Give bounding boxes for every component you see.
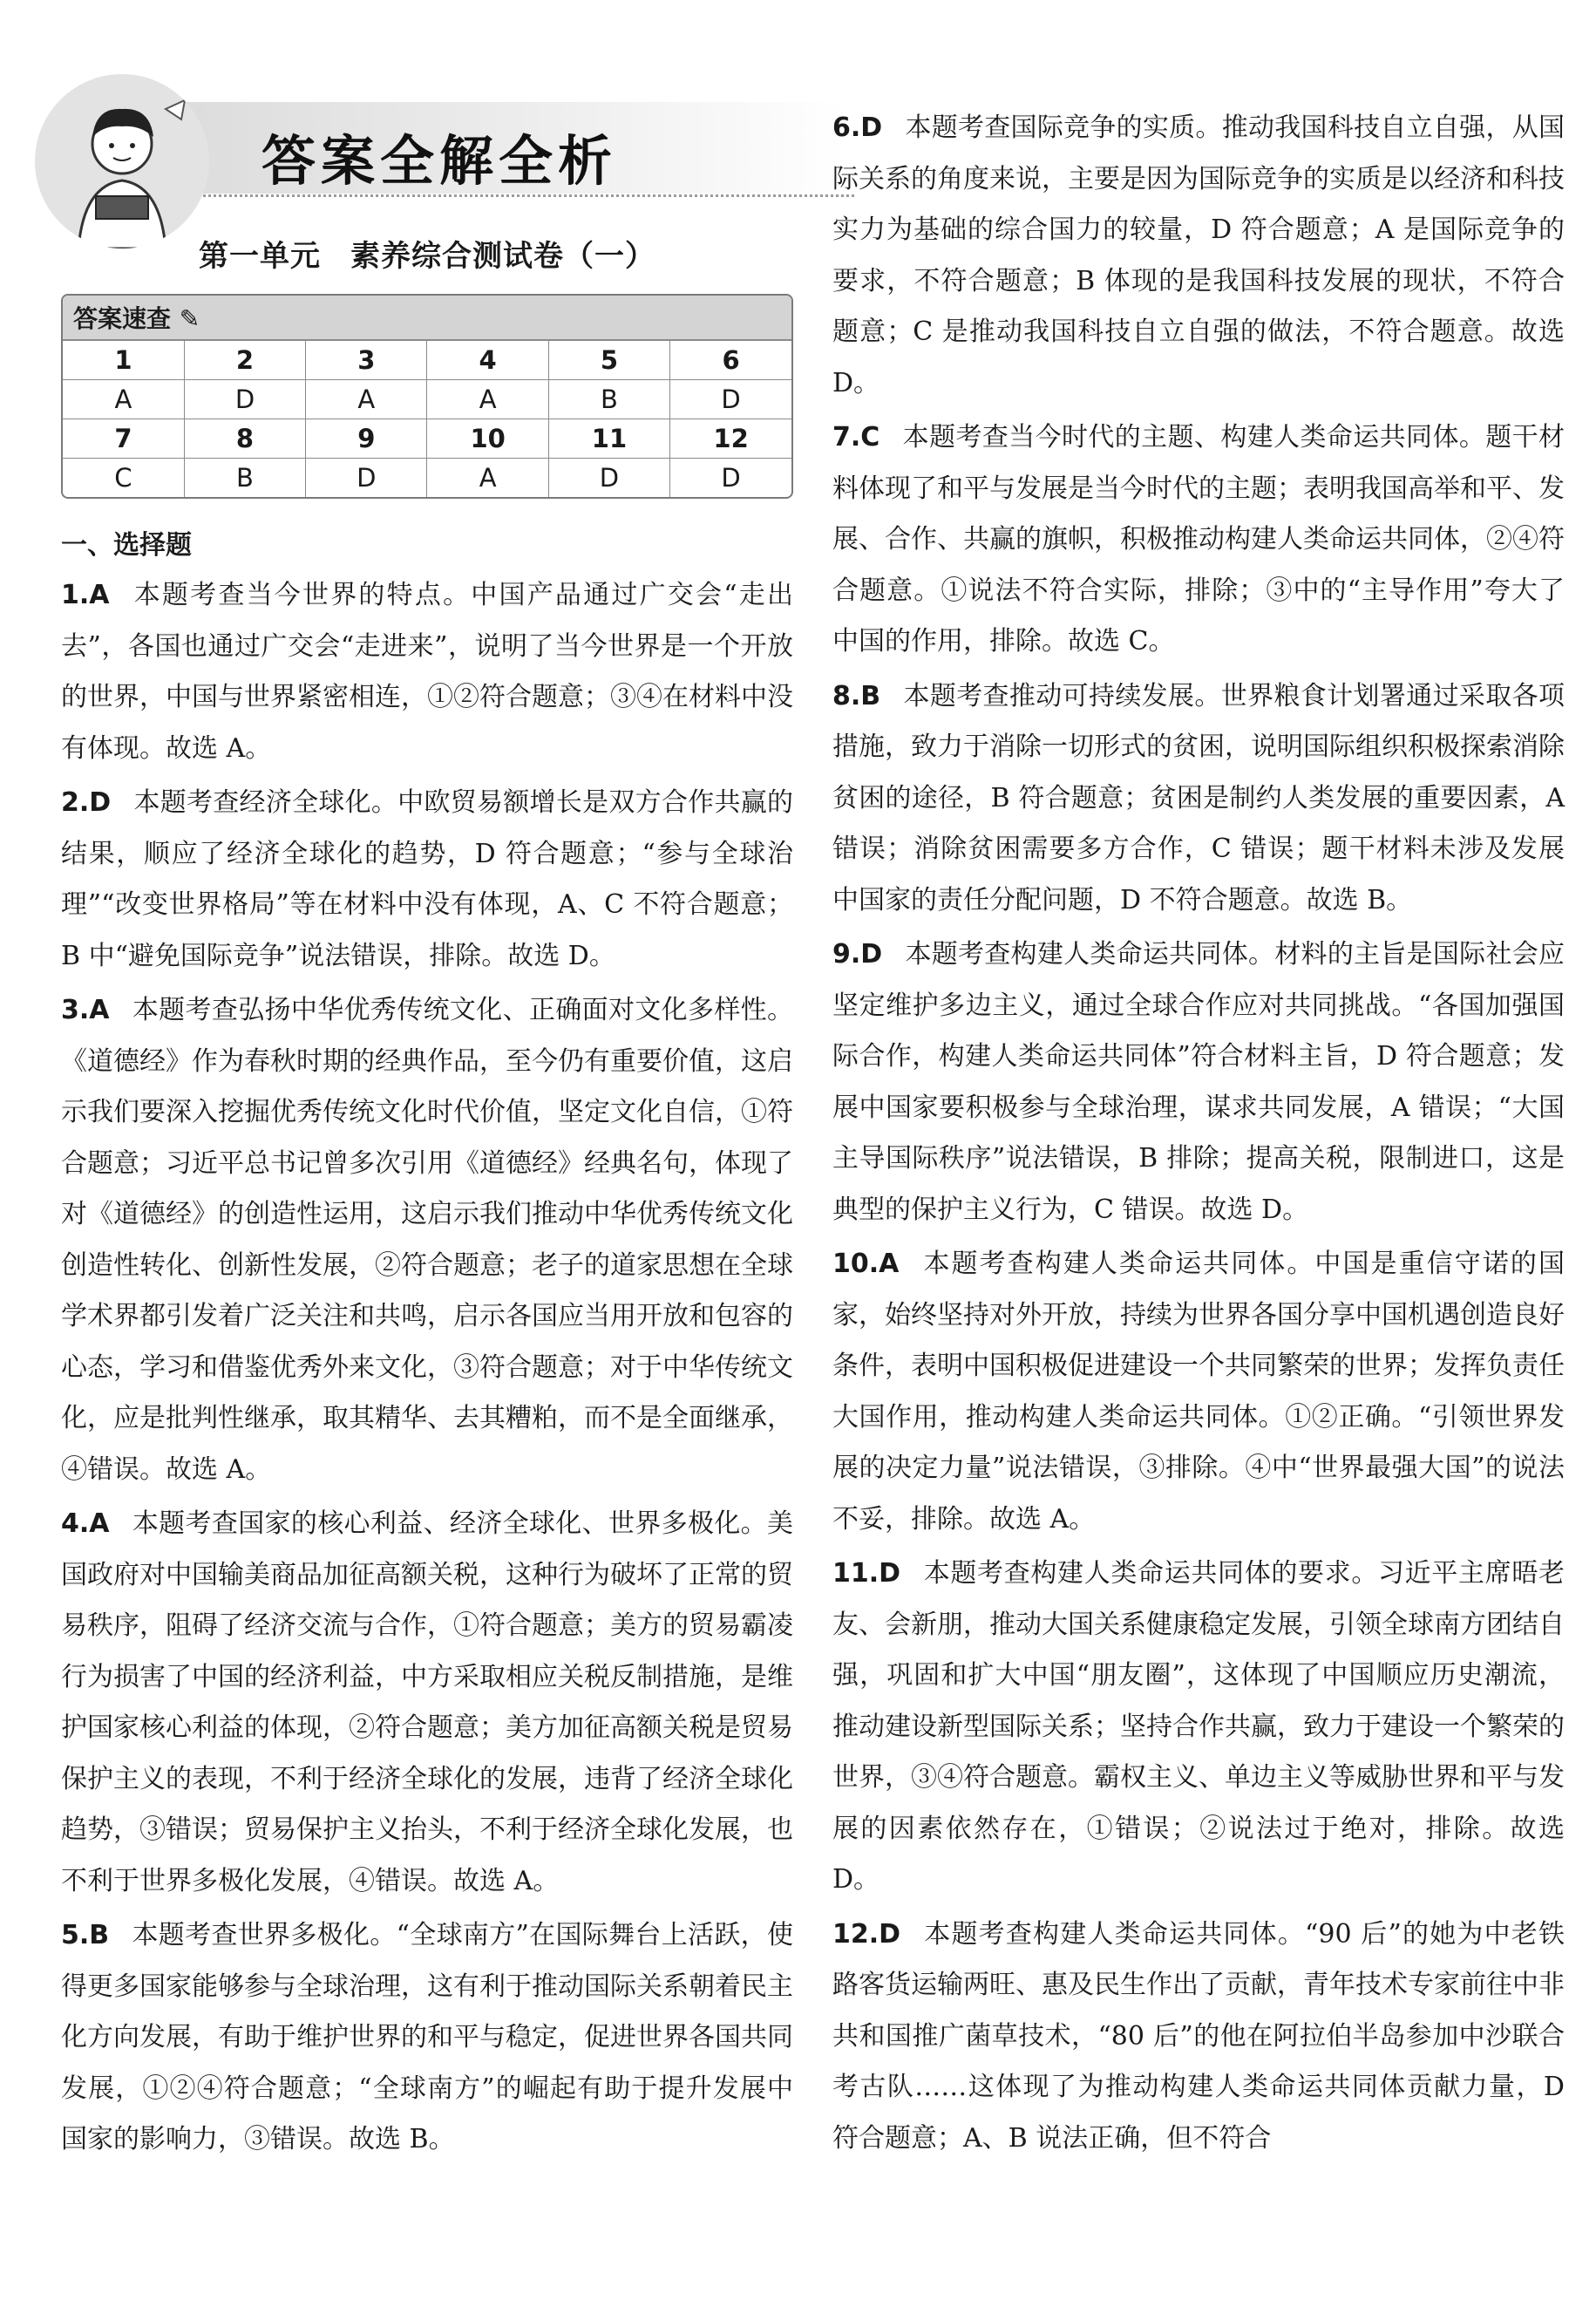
answer-number: 8.B xyxy=(832,680,881,711)
right-column xyxy=(832,103,1565,2168)
answer-number: 10.A xyxy=(832,1249,900,1279)
table-cell: 2 xyxy=(184,341,305,380)
answer-number: 1.A xyxy=(61,580,110,610)
table-cell: 9 xyxy=(306,419,427,459)
table-cell: D xyxy=(548,459,669,498)
answer-item-7 xyxy=(832,412,1565,668)
answer-item-8 xyxy=(832,671,1565,927)
answer-item-1 xyxy=(61,570,793,774)
table-cell: 1 xyxy=(63,341,184,380)
table-cell: A xyxy=(63,380,184,419)
table-cell: 4 xyxy=(427,341,548,380)
answer-number: 4.A xyxy=(61,1508,110,1539)
answer-explanation: 本题考查构建人类命运共同体。中国是重信守诺的国家，始终坚持对外开放，持续为世界各国分享中国机遇创造良好条件，表明中国积极促进建设一个共同繁荣的世界；发挥负责任大国作用，推动构建人类命运共同体。①②正确。“引领世界发展的决定力量”说法错误，③排除。④中“世界最强大国”的说法不妥，排除。故选 A。 xyxy=(832,1249,1565,1535)
table-cell: D xyxy=(670,380,791,419)
answer-explanation: 本题考查世界多极化。“全球南方”在国际舞台上活跃，使得更多国家能够参与全球治理，这有利于推动国际关系朝着民主化方向发展，有助于维护世界的和平与稳定，促进世界各国共同发展，①②④符合题意；“全球南方”的崛起有助于提升发展中国家的影响力，③错误。故选 B。 xyxy=(61,1920,793,2154)
table-cell: C xyxy=(63,459,184,498)
answer-number: 7.C xyxy=(832,422,880,453)
table-cell: 3 xyxy=(306,341,427,380)
answer-quick-check xyxy=(61,294,793,499)
answer-item-3 xyxy=(61,985,793,1495)
answer-item-4 xyxy=(61,1499,793,1907)
answer-explanation: 本题考查构建人类命运共同体。“90 后”的她为中老铁路客货运输两旺、惠及民生作出了贡献，青年技术专家前往中非共和国推广菌草技术，“80 后”的他在阿拉伯半岛参加中沙联合考古队……这体现了为推动构建人类命运共同体贡献力量，D 符合题意；A、B 说法正确，但不符合 xyxy=(832,1918,1565,2154)
table-cell: A xyxy=(427,459,548,498)
answer-item-10 xyxy=(832,1239,1565,1545)
answer-number: 9.D xyxy=(832,939,883,970)
answer-explanation: 本题考查国际竞争的实质。推动我国科技自立自强，从国际关系的角度来说，主要是因为国际竞争的实质是以经济和科技实力为基础的综合国力的较量，D 符合题意；A 是国际竞争的要求，不符合题意；B 体现的是我国科技发展的现状，不符合题意；C 是推动我国科技自立自强的做法，不符合题意。故选 D。 xyxy=(832,112,1565,398)
answer-item-6 xyxy=(832,103,1565,409)
table-cell: 7 xyxy=(63,419,184,459)
answer-explanation: 本题考查当今世界的特点。中国产品通过广交会“走出去”，各国也通过广交会“走进来”，说明了当今世界是一个开放的世界，中国与世界紧密相连，①②符合题意；③④在材料中没有体现。故选 A。 xyxy=(61,580,793,764)
page-header xyxy=(61,83,793,227)
answer-number: 11.D xyxy=(832,1558,901,1589)
table-cell: A xyxy=(427,380,548,419)
quick-check-title xyxy=(63,296,791,340)
answer-number: 6.D xyxy=(832,112,883,143)
answer-number: 5.B xyxy=(61,1920,110,1950)
answer-item-11 xyxy=(832,1548,1565,1906)
table-cell: D xyxy=(670,459,791,498)
answer-explanation: 本题考查推动可持续发展。世界粮食计划署通过采取各项措施，致力于消除一切形式的贫困，说明国际组织积极探索消除贫困的途径，B 符合题意；贫困是制约人类发展的重要因素，A 错误；消除贫困需要多方合作，C 错误；题干材料未涉及发展中国家的责任分配问题，D 不符合题意。故选 B。 xyxy=(832,680,1565,915)
quick-check-table xyxy=(63,340,791,497)
answer-explanation: 本题考查构建人类命运共同体。材料的主旨是国际社会应坚定维护多边主义，通过全球合作应对共同挑战。“各国加强国际合作，构建人类命运共同体”符合材料主旨，D 符合题意；发展中国家要积极参与全球治理，谋求共同发展，A 错误；“大国主导国际秩序”说法错误，B 排除；提高关税，限制进口，这是典型的保护主义行为，C 错误。故选 D。 xyxy=(832,939,1565,1225)
table-cell: 6 xyxy=(670,341,791,380)
answer-number: 2.D xyxy=(61,787,112,818)
table-cell: A xyxy=(306,380,427,419)
table-cell: 10 xyxy=(427,419,548,459)
table-cell: D xyxy=(184,380,305,419)
table-cell: 11 xyxy=(548,419,669,459)
page-title: 答案全解全析 xyxy=(261,129,618,193)
answer-number: 3.A xyxy=(61,995,110,1025)
table-row xyxy=(63,380,791,419)
answer-explanation: 本题考查当今时代的主题、构建人类命运共同体。题干材料体现了和平与发展是当今时代的主题；表明我国高举和平、发展、合作、共赢的旗帜，积极推动构建人类命运共同体，②④符合题意。①说法不符合实际，排除；③中的“主导作用”夸大了中国的作用，排除。故选 C。 xyxy=(832,422,1565,657)
answer-item-12 xyxy=(832,1909,1565,2165)
quick-check-title-text: 答案速查 xyxy=(73,304,172,333)
table-row xyxy=(63,341,791,380)
student-illustration xyxy=(35,74,209,248)
answer-explanation: 本题考查经济全球化。中欧贸易额增长是双方合作共赢的结果，顺应了经济全球化的趋势，D 符合题意；“参与全球治理”“改变世界格局”等在材料中没有体现，A、C 不符合题意；B 中“避免国际竞争”说法错误，排除。故选 D。 xyxy=(61,787,793,971)
table-row xyxy=(63,459,791,498)
answer-explanation: 本题考查国家的核心利益、经济全球化、世界多极化。美国政府对中国输美商品加征高额关税，这种行为破坏了正常的贸易秩序，阻碍了经济交流与合作，①符合题意；美方的贸易霸凌行为损害了中国的经济利益，中方采取相应关税反制措施，是维护国家核心利益的体现，②符合题意；美方加征高额关税是贸易保护主义的表现，不利于经济全球化的发展，违背了经济全球化趋势，③错误；贸易保护主义抬头，不利于经济全球化发展，也不利于世界多极化发展，④错误。故选 A。 xyxy=(61,1508,793,1896)
table-cell: 8 xyxy=(184,419,305,459)
section-title: 一、选择题 xyxy=(61,530,192,561)
left-column xyxy=(61,0,793,2169)
answer-item-2 xyxy=(61,778,793,982)
table-cell: 5 xyxy=(548,341,669,380)
answer-item-9 xyxy=(832,929,1565,1235)
answer-explanation: 本题考查弘扬中华优秀传统文化、正确面对文化多样性。《道德经》作为春秋时期的经典作品，至今仍有重要价值，这启示我们要深入挖掘优秀传统文化时代价值，坚定文化自信，①符合题意；习近平总书记曾多次引用《道德经》经典名句，体现了对《道德经》的创造性运用，这启示我们推动中华优秀传统文化创造性转化、创新性发展，②符合题意；老子的道家思想在全球学术界都引发着广泛关注和共鸣，启示各国应当用开放和包容的心态，学习和借鉴优秀外来文化，③符合题意；对于中华传统文化，应是批判性继承，取其精华、去其糟粕，而不是全面继承，④错误。故选 A。 xyxy=(61,995,793,1485)
table-cell: B xyxy=(548,380,669,419)
table-cell: D xyxy=(306,459,427,498)
unit-title-part2: 素养综合测试卷（一） xyxy=(350,239,655,274)
answer-item-5 xyxy=(61,1910,793,2166)
unit-title-part1: 第一单元 xyxy=(199,239,321,274)
table-cell: B xyxy=(184,459,305,498)
pencil-icon: ✎ xyxy=(171,304,200,333)
unit-title xyxy=(61,232,793,275)
answer-explanation: 本题考查构建人类命运共同体的要求。习近平主席晤老友、会新朋，推动大国关系健康稳定发展，引领全球南方团结自强，巩固和扩大中国“朋友圈”，这体现了中国顺应历史潮流，推动建设新型国际关系；坚持合作共赢，致力于建设一个繁荣的世界，③④符合题意。霸权主义、单边主义等威胁世界和平与发展的因素依然存在，①错误；②说法过于绝对，排除。故选 D。 xyxy=(832,1558,1565,1895)
answer-number: 12.D xyxy=(832,1918,901,1950)
table-row xyxy=(63,419,791,459)
table-cell: 12 xyxy=(670,419,791,459)
